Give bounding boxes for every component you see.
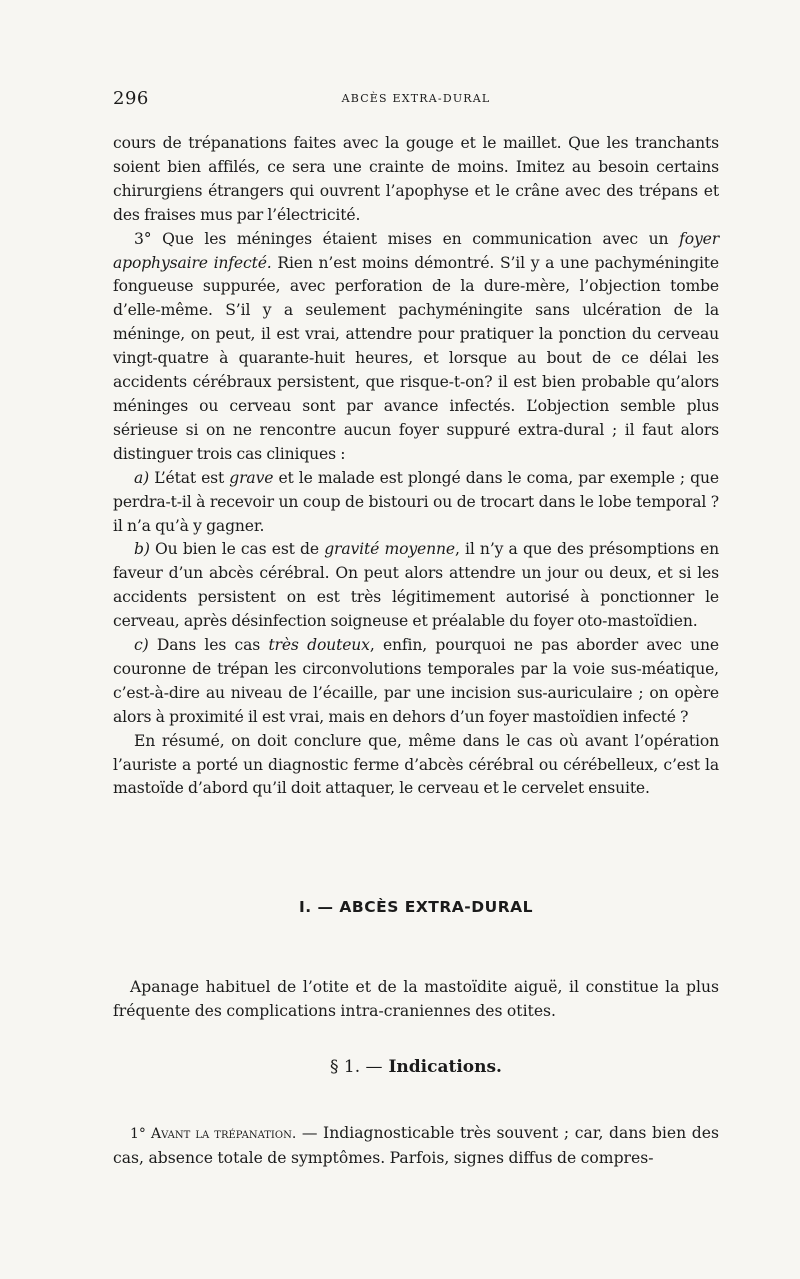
text-run: Ou bien le cas est de: [149, 540, 325, 559]
page-header: [113, 88, 719, 116]
text-run: Rien n’est moins démontré. S’il y a une pachyméningite fongueuse suppurée, avec perforation de la dure-mère, l’objection tombe d’elle-même. S’il y a seulement pachyméningite sans ulcération de la méninge, on peut, il est vrai, attendre pour pratiquer la ponction du cerveau vingt-quatre à quarante-huit heures, et lorsque au bout de ce délai les accidents cérébraux persistent, que risque-t-on? il est bien probable qu’alors méninges ou cerveau sont par avance infectés. L’objection semble plus sérieuse si on ne rencontre aucun foyer suppuré extra-dural ; il faut alors distinguer trois cas cliniques :: [113, 253, 719, 463]
emphasis: grave: [229, 468, 274, 487]
text-run: L’état est: [149, 468, 230, 487]
subsection-title: Indications.: [382, 1057, 502, 1077]
case-label: b): [134, 540, 150, 559]
text-run: Dans les cas: [148, 636, 269, 655]
paragraph-case-a: [113, 467, 719, 539]
lead-in-smallcaps: 1° Avant la trépanation.: [130, 1125, 297, 1142]
paragraph-case-b: [113, 538, 719, 634]
paragraph-conclusion: En résumé, on doit conclure que, même dans le cas où avant l’opération l’auriste a porté un diagnostic ferme d’abcès cérébral ou cérébelleux, c’est la mastoïde d’abord qu’il doit attaquer, le cerveau et le cervelet ensuite.: [113, 731, 719, 798]
paragraph-before-trepanation: [113, 1122, 719, 1171]
emphasis: foyer apophysaire infecté.: [113, 229, 719, 272]
paragraph-point-3: [113, 228, 719, 467]
text-run: et le malade est plongé dans le coma, par exemple ; que perdra-t-il à recevoir un coup de bistouri ou de trocart dans le lobe temporal ? il n’a qu’à y gagner.: [113, 468, 719, 535]
case-label: c): [134, 636, 149, 655]
text-run: , enfin, pourquoi ne pas aborder avec une couronne de trépan les circonvolutions temporales par la voie sus-méatique, c’est-à-dire au niveau de l’écaille, par une incision sus-auriculaire ; on opère alors à proximité il est vrai, mais en dehors d’un foyer mastoïdien infecté ?: [113, 636, 719, 726]
emphasis: très douteux: [268, 636, 370, 655]
section-heading-extra-dural: I. — ABCÈS EXTRA-DURAL: [298, 898, 534, 916]
case-label: a): [134, 468, 150, 487]
emphasis: gravité moyenne: [324, 540, 455, 559]
subsection-heading-indications: [113, 1057, 719, 1077]
text-run: , il n’y a que des présomptions en faveur d’un abcès cérébral. On peut alors attendre un jour ou deux, et si les accidents persistent on est très légitimement autorisé à ponctionner le cerveau, après désinfection soigneuse et préalable du foyer oto-mastoïdien.: [113, 540, 719, 631]
paragraph-section-intro: Apanage habituel de l’otite et de la mastoïdite aiguë, il constitue la plus fréquente des complications intra-craniennes des otites.: [113, 977, 719, 1020]
section-symbol: § 1. —: [330, 1057, 383, 1077]
page-number: 296: [113, 88, 149, 109]
running-head: ABCÈS EXTRA-DURAL: [341, 92, 491, 105]
paragraph-case-c: [113, 634, 719, 730]
main-text: [113, 132, 719, 801]
text-run: — Indiagnosticable très souvent ; car, dans bien des cas, absence totale de symptômes. Parfois, signes diffus de compres-: [113, 1123, 719, 1167]
paragraph-continuation: cours de trépanations faites avec la gouge et le maillet. Que les tranchants soient bien affilés, ce sera une crainte de moins. Imitez au besoin certains chirurgiens étrangers qui ouvrent l’apophyse et le crâne avec des trépans et des fraises mus par l’électricité.: [113, 134, 719, 224]
text-run: 3° Que les méninges étaient mises en communication avec un: [134, 229, 680, 248]
